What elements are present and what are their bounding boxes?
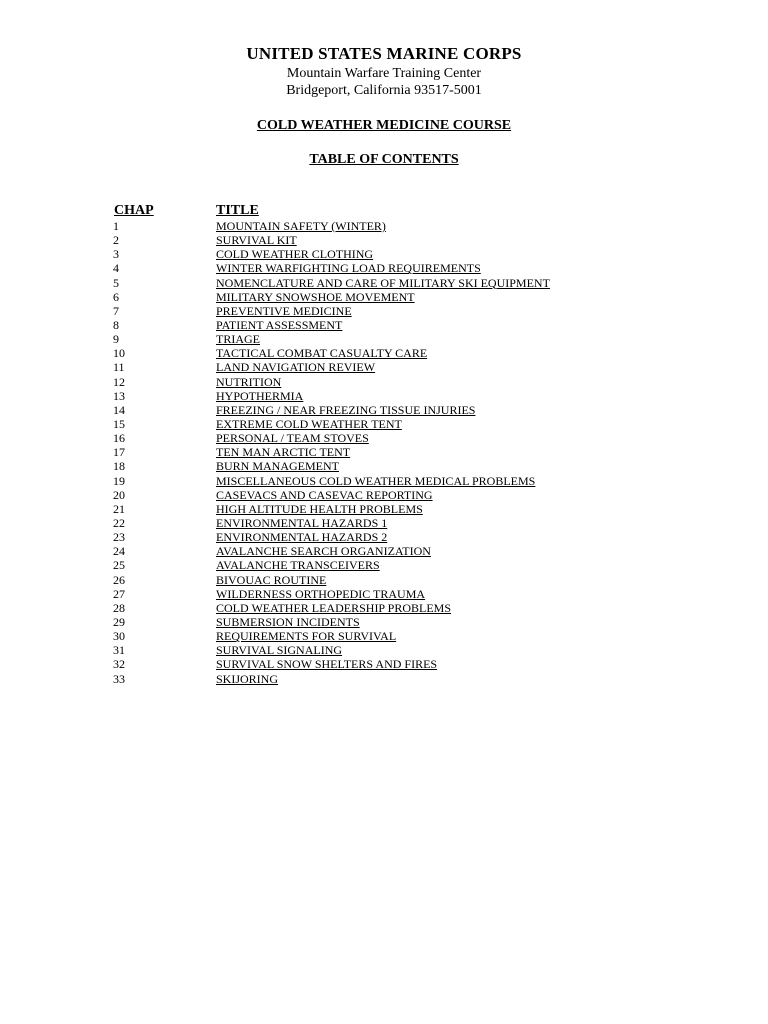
chapter-number: 15 — [113, 416, 125, 431]
chapter-row — [0, 233, 768, 247]
chapter-row — [0, 375, 768, 389]
organization-name: UNITED STATES MARINE CORPS — [246, 44, 522, 63]
chapter-row — [0, 474, 768, 488]
chapter-title-link[interactable]: BURN MANAGEMENT — [216, 459, 339, 474]
chapter-title-link[interactable]: AVALANCHE SEARCH ORGANIZATION — [216, 544, 431, 559]
chapter-number: 6 — [113, 289, 119, 304]
chapter-number: 3 — [113, 247, 119, 262]
chapter-number: 29 — [113, 614, 125, 629]
chapter-title-link[interactable]: ENVIRONMENTAL HAZARDS 2 — [216, 530, 388, 545]
chapter-row — [0, 516, 768, 530]
chapter-list — [0, 219, 768, 686]
chapter-number: 14 — [113, 402, 125, 417]
chapter-number: 32 — [113, 657, 125, 672]
chapter-title-link[interactable]: WILDERNESS ORTHOPEDIC TRAUMA — [216, 586, 426, 601]
chapter-row — [0, 261, 768, 275]
chapter-title-link[interactable]: ENVIRONMENTAL HAZARDS 1 — [216, 515, 388, 530]
chapter-title-link[interactable]: TRIAGE — [216, 332, 260, 347]
chapter-row — [0, 417, 768, 431]
chapter-row — [0, 643, 768, 657]
chapter-title-link[interactable]: HIGH ALTITUDE HEALTH PROBLEMS — [216, 501, 423, 516]
chapter-row — [0, 615, 768, 629]
chapter-number: 10 — [113, 346, 125, 361]
chapter-number: 5 — [113, 275, 119, 290]
chapter-number: 24 — [113, 544, 125, 559]
chapter-number: 1 — [113, 219, 119, 233]
chapter-row — [0, 672, 768, 686]
chapter-number: 4 — [113, 261, 119, 276]
chapter-number: 11 — [113, 360, 125, 375]
chapter-title-link[interactable]: FREEZING / NEAR FREEZING TISSUE INJURIES — [216, 402, 476, 417]
chapter-number: 28 — [113, 600, 125, 615]
chapter-row — [0, 530, 768, 544]
chapter-row — [0, 431, 768, 445]
chapter-title-link[interactable]: SURVIVAL SNOW SHELTERS AND FIRES — [216, 657, 438, 672]
chapter-row — [0, 360, 768, 374]
title-column-header: TITLE — [216, 203, 259, 218]
chap-column-header: CHAP — [114, 203, 154, 218]
chapter-number: 30 — [113, 629, 125, 644]
chapter-row — [0, 587, 768, 601]
training-center-name: Mountain Warfare Training Center — [286, 66, 482, 81]
chapter-number: 16 — [113, 431, 125, 446]
course-title: COLD WEATHER MEDICINE COURSE — [256, 118, 512, 133]
chapter-number: 18 — [113, 459, 125, 474]
chapter-number: 22 — [113, 515, 125, 530]
chapter-number: 27 — [113, 586, 125, 601]
chapter-row — [0, 502, 768, 516]
chapter-row — [0, 276, 768, 290]
chapter-row — [0, 445, 768, 459]
chapter-number: 33 — [113, 671, 125, 686]
chapter-number: 21 — [113, 501, 125, 516]
chapter-row — [0, 332, 768, 346]
chapter-title-link[interactable]: PERSONAL / TEAM STOVES — [216, 431, 369, 446]
chapter-title-link[interactable]: PREVENTIVE MEDICINE — [216, 303, 352, 318]
chapter-row — [0, 629, 768, 643]
chapter-title-link[interactable]: MILITARY SNOWSHOE MOVEMENT — [216, 289, 415, 304]
chapter-title-link[interactable]: MISCELLANEOUS COLD WEATHER MEDICAL PROBLEMS — [216, 473, 536, 488]
chapter-number: 9 — [113, 332, 119, 347]
chapter-title-link[interactable]: SUBMERSION INCIDENTS — [216, 614, 360, 629]
chapter-row — [0, 290, 768, 304]
chapter-row — [0, 544, 768, 558]
address-line: Bridgeport, California 93517-5001 — [286, 83, 482, 98]
chapter-title-link[interactable]: REQUIREMENTS FOR SURVIVAL — [216, 629, 397, 644]
chapter-number: 31 — [113, 643, 125, 658]
chapter-number: 17 — [113, 445, 125, 460]
chapter-title-link[interactable]: BIVOUAC ROUTINE — [216, 572, 327, 587]
chapter-row — [0, 304, 768, 318]
chapter-title-link[interactable]: LAND NAVIGATION REVIEW — [216, 360, 376, 375]
chapter-title-link[interactable]: EXTREME COLD WEATHER TENT — [216, 416, 402, 431]
chapter-title-link[interactable]: PATIENT ASSESSMENT — [216, 317, 343, 332]
chapter-row — [0, 573, 768, 587]
chapter-title-link[interactable]: NUTRITION — [216, 374, 282, 389]
chapter-row — [0, 318, 768, 332]
chapter-row — [0, 219, 768, 233]
chapter-row — [0, 459, 768, 473]
chapter-title-link[interactable]: TACTICAL COMBAT CASUALTY CARE — [216, 346, 428, 361]
chapter-title-link[interactable]: COLD WEATHER LEADERSHIP PROBLEMS — [216, 600, 452, 615]
chapter-number: 8 — [113, 317, 119, 332]
chapter-title-link[interactable]: WINTER WARFIGHTING LOAD REQUIREMENTS — [216, 261, 481, 276]
table-of-contents-title: TABLE OF CONTENTS — [309, 152, 459, 167]
chapter-number: 19 — [113, 473, 125, 488]
chapter-row — [0, 558, 768, 572]
chapter-title-link[interactable]: HYPOTHERMIA — [216, 388, 304, 403]
chapter-row — [0, 403, 768, 417]
chapter-row — [0, 247, 768, 261]
chapter-row — [0, 657, 768, 671]
chapter-title-link[interactable]: COLD WEATHER CLOTHING — [216, 247, 374, 262]
chapter-number: 12 — [113, 374, 125, 389]
chapter-row — [0, 601, 768, 615]
chapter-number: 7 — [113, 303, 119, 318]
chapter-number: 20 — [113, 487, 125, 502]
chapter-number: 23 — [113, 530, 125, 545]
chapter-title-link[interactable]: NOMENCLATURE AND CARE OF MILITARY SKI EQUIPMENT — [216, 275, 550, 290]
chapter-row — [0, 346, 768, 360]
chapter-number: 25 — [113, 558, 125, 573]
chapter-title-link[interactable]: CASEVACS AND CASEVAC REPORTING — [216, 487, 433, 502]
chapter-title-link[interactable]: TEN MAN ARCTIC TENT — [216, 445, 351, 460]
chapter-title-link[interactable]: SKIJORING — [216, 671, 279, 686]
chapter-title-link[interactable]: MOUNTAIN SAFETY (WINTER) — [216, 219, 386, 233]
chapter-title-link[interactable]: SURVIVAL KIT — [216, 233, 297, 248]
chapter-title-link[interactable]: AVALANCHE TRANSCEIVERS — [216, 558, 380, 573]
chapter-row — [0, 389, 768, 403]
chapter-title-link[interactable]: SURVIVAL SIGNALING — [216, 643, 343, 658]
chapter-number: 2 — [113, 233, 119, 248]
chapter-row — [0, 488, 768, 502]
chapter-number: 13 — [113, 388, 125, 403]
chapter-number: 26 — [113, 572, 125, 587]
